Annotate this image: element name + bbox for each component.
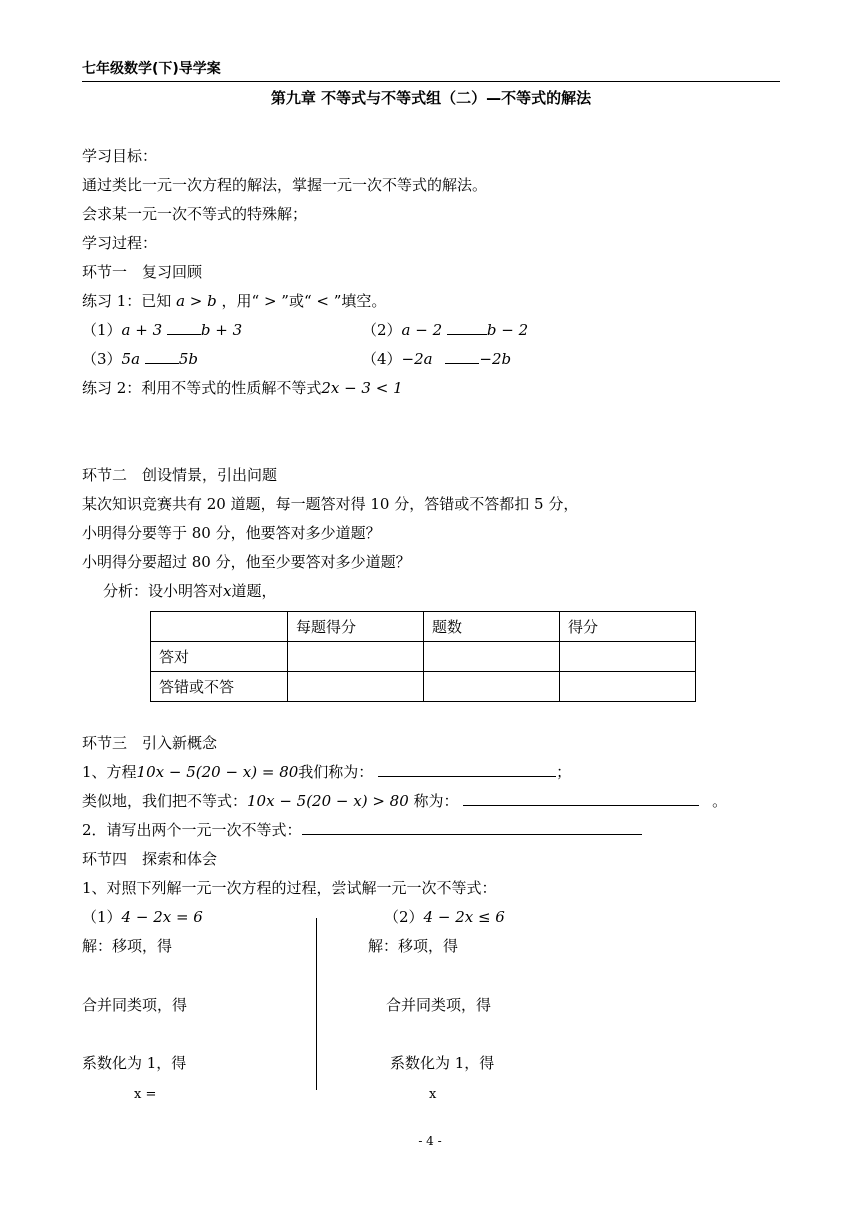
table-cell[interactable] xyxy=(424,672,560,702)
section4-intro: 1、对照下列解一元一次方程的过程，尝试解一元一次不等式： xyxy=(82,879,497,897)
left-step-1: 解：移项，得 xyxy=(82,937,173,955)
item-left-expression: 5a xyxy=(121,350,141,368)
table-row-label: 答错或不答 xyxy=(151,672,288,702)
right-problem xyxy=(384,907,505,927)
analysis-suffix: 道题， xyxy=(231,582,277,600)
exercise1-suffix: ，用“ > ”或“ < ”填空。 xyxy=(221,292,387,310)
table-cell[interactable] xyxy=(288,672,424,702)
column-divider xyxy=(316,918,317,1090)
table-row xyxy=(151,642,696,672)
right-step-2: 合并同类项，得 xyxy=(386,996,492,1014)
goal-line-1: 通过类比一元一次方程的解法，掌握一元一次不等式的解法。 xyxy=(82,176,488,194)
concept-question-1b xyxy=(82,791,727,811)
goal-line-2: 会求某一元一次不等式的特殊解； xyxy=(82,205,308,223)
item-right-expression: b − 2 xyxy=(486,321,529,339)
item-number: （1） xyxy=(82,321,122,339)
exercise1-prefix: 练习 1：已知 xyxy=(82,292,172,310)
answer-blank[interactable] xyxy=(463,791,699,806)
answer-blank[interactable] xyxy=(445,349,479,364)
answer-blank[interactable] xyxy=(302,820,642,835)
exercise1-item-3 xyxy=(82,349,198,369)
analysis-prefix: 分析：设小明答对 xyxy=(103,582,224,600)
exercise2-prefix: 练习 2：利用不等式的性质解不等式 xyxy=(82,379,322,397)
table-header-cell: 每题得分 xyxy=(288,612,424,642)
q1b-prefix: 类似地，我们把不等式： xyxy=(82,792,248,810)
goals-heading: 学习目标： xyxy=(82,147,158,165)
section1-title: 环节一 复习回顾 xyxy=(82,263,203,281)
table-cell[interactable] xyxy=(560,642,696,672)
exercise1-condition: a > b xyxy=(176,292,217,310)
item-left-expression: a + 3 xyxy=(121,321,163,339)
problem-line-1: 某次知识竞赛共有 20 道题，每一题答对得 10 分，答错或不答都扣 5 分， xyxy=(82,495,579,513)
exercise1-item-2 xyxy=(362,320,528,340)
exercise2-inequality: 2x − 3 < 1 xyxy=(321,379,403,397)
exercise2-prompt xyxy=(82,378,403,398)
exercise1-prompt xyxy=(82,291,386,311)
item-right-expression: b + 3 xyxy=(200,321,243,339)
q1-prefix: 1、方程 xyxy=(82,763,137,781)
right-problem-number: （2） xyxy=(384,908,424,926)
header-title: 七年级数学(下)导学案 xyxy=(82,61,221,77)
analysis-line xyxy=(103,581,277,601)
header-rule xyxy=(82,81,780,82)
table-header-row xyxy=(151,612,696,642)
q1-mid: 我们称为： xyxy=(298,763,374,781)
right-result: x xyxy=(429,1087,437,1102)
right-inequality: 4 − 2x ≤ 6 xyxy=(423,908,505,926)
concept-question-2 xyxy=(82,820,642,840)
q1b-inequality: 10x − 5(20 − x) > 80 xyxy=(247,792,409,810)
table-cell[interactable] xyxy=(424,642,560,672)
item-number: （4） xyxy=(362,350,402,368)
left-step-3: 系数化为 1，得 xyxy=(82,1054,187,1072)
exercise1-item-4 xyxy=(362,349,511,369)
table-header-cell xyxy=(151,612,288,642)
item-number: （2） xyxy=(362,321,402,339)
process-heading: 学习过程： xyxy=(82,234,158,252)
answer-blank[interactable] xyxy=(167,320,201,335)
left-problem xyxy=(82,907,203,927)
left-result: x = xyxy=(134,1087,157,1102)
table-header-cell: 得分 xyxy=(560,612,696,642)
exercise1-item-1 xyxy=(82,320,242,340)
table-cell[interactable] xyxy=(560,672,696,702)
section3-title: 环节三 引入新概念 xyxy=(82,734,218,752)
analysis-variable: x xyxy=(223,582,232,600)
analysis-table xyxy=(150,611,696,702)
item-right-expression: −2b xyxy=(479,350,512,368)
table-cell[interactable] xyxy=(288,642,424,672)
left-step-2: 合并同类项，得 xyxy=(82,996,188,1014)
table-row xyxy=(151,672,696,702)
item-left-expression: a − 2 xyxy=(401,321,443,339)
answer-blank[interactable] xyxy=(447,320,487,335)
left-equation: 4 − 2x = 6 xyxy=(121,908,203,926)
answer-blank[interactable] xyxy=(378,762,556,777)
left-problem-number: （1） xyxy=(82,908,122,926)
q1-end: ； xyxy=(556,763,572,781)
item-number: （3） xyxy=(82,350,122,368)
right-step-3: 系数化为 1，得 xyxy=(390,1054,495,1072)
answer-blank[interactable] xyxy=(145,349,179,364)
q1b-mid: 称为： xyxy=(413,792,459,810)
table-header-cell: 题数 xyxy=(424,612,560,642)
item-left-expression: −2a xyxy=(401,350,433,368)
section2-title: 环节二 创设情景，引出问题 xyxy=(82,466,278,484)
page-number: - 4 - xyxy=(418,1134,442,1148)
section4-title: 环节四 探索和体会 xyxy=(82,850,218,868)
q2-text: 2．请写出两个一元一次不等式： xyxy=(82,821,302,839)
item-right-expression: 5b xyxy=(178,350,198,368)
q1b-end: 。 xyxy=(712,792,728,810)
table-row-label: 答对 xyxy=(151,642,288,672)
document-title: 第九章 不等式与不等式组（二）—不等式的解法 xyxy=(270,89,592,107)
q1-equation: 10x − 5(20 − x) = 80 xyxy=(136,763,299,781)
problem-line-3: 小明得分要超过 80 分，他至少要答对多少道题？ xyxy=(82,553,411,571)
problem-line-2: 小明得分要等于 80 分，他要答对多少道题？ xyxy=(82,524,381,542)
right-step-1: 解：移项，得 xyxy=(368,937,459,955)
concept-question-1 xyxy=(82,762,571,782)
